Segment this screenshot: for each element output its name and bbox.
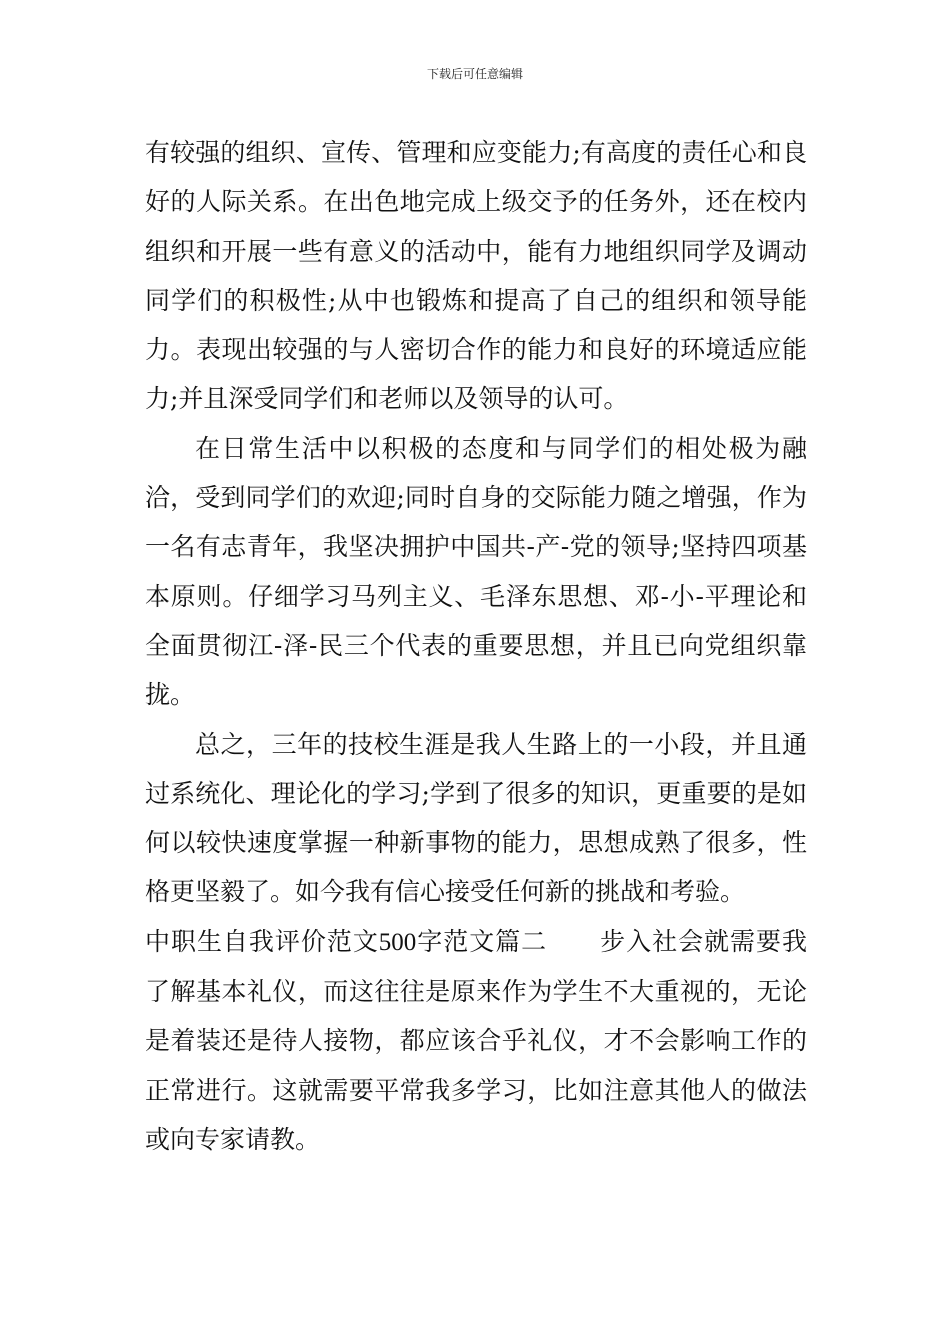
section-text: 步入社会就需要我了解基本礼仪，而这往往是原来作为学生不大重视的，无论是着装还是待人接物，都应该合乎礼仪，才不会影响工作的正常进行。这就需要平常我多学习，比如注意其他人的做法或向专家请教。 (145, 926, 807, 1154)
section-title: 中职生自我评价范文500字范文篇二 (145, 928, 548, 956)
section-paragraph (145, 917, 807, 1164)
document-body (145, 128, 807, 1164)
paragraph-3: 总之，三年的技校生涯是我人生路上的一小段，并且通过系统化、理论化的学习;学到了很多的知识，更重要的是如何以较快速度掌握一种新事物的能力，思想成熟了很多，性格更坚毅了。如今我有信心接受任何新的挑战和考验。 (145, 729, 807, 907)
paragraph-1: 有较强的组织、宣传、管理和应变能力;有高度的责任心和良好的人际关系。在出色地完成上级交予的任务外，还在校内组织和开展一些有意义的活动中，能有力地组织同学及调动同学们的积极性;从中也锻炼和提高了自己的组织和领导能力。表现出较强的与人密切合作的能力和良好的环境适应能力;并且深受同学们和老师以及领导的认可。 (145, 138, 807, 414)
page-header: 下载后可任意编辑 (426, 67, 523, 81)
paragraph-2: 在日常生活中以积极的态度和与同学们的相处极为融洽，受到同学们的欢迎;同时自身的交际能力随之增强，作为一名有志青年，我坚决拥护中国共-产-党的领导;坚持四项基本原则。仔细学习马列主义、毛泽东思想、邓-小-平理论和全面贯彻江-泽-民三个代表的重要思想，并且已向党组织靠拢。 (145, 433, 807, 710)
